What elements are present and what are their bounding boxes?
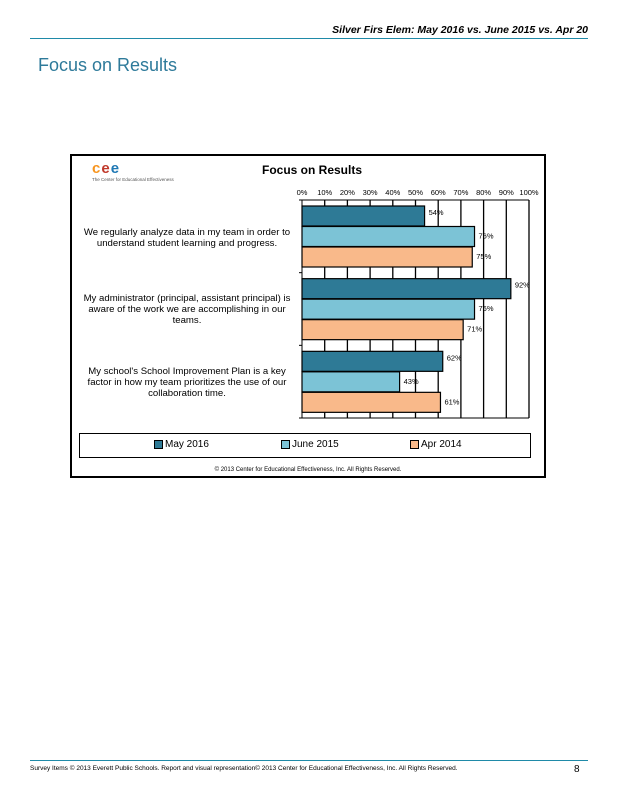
chart-copyright: © 2013 Center for Educational Effectiveness, Inc. All Rights Reserved. bbox=[214, 467, 402, 473]
x-tick-label-0: 0% bbox=[296, 188, 308, 197]
category-label-1: We regularly analyze data in my team in order to understand student learning and progress. bbox=[83, 227, 291, 249]
data-label-cat3-may-2016: 62% bbox=[446, 353, 462, 363]
x-tick-label-5: 50% bbox=[407, 188, 424, 197]
footer-text: Survey Items © 2013 Everett Public Schools. Report and visual representation© 2013 Center for Educational Effectiveness, Inc. All Rights Reserved. bbox=[30, 765, 458, 772]
x-tick-label-3: 30% bbox=[362, 188, 378, 197]
x-tick-label-2: 20% bbox=[339, 188, 355, 197]
category-label-3: My school's School Improvement Plan is a key factor in how my team prioritizes the use of our collaboration time. bbox=[87, 366, 287, 399]
bar-cat1-june-2015 bbox=[302, 227, 475, 247]
data-label-cat3-apr-2014: 61% bbox=[444, 397, 460, 407]
category-label-2: My administrator (principal, assistant principal) is aware of the work we are accomplishing in our teams. bbox=[83, 293, 291, 326]
report-header: Silver Firs Elem: May 2016 vs. June 2015 vs. Apr 20 bbox=[332, 24, 588, 36]
x-tick-label-9: 90% bbox=[498, 188, 514, 197]
x-tick-label-6: 60% bbox=[430, 188, 446, 197]
legend-item-apr-2014: Apr 2014 bbox=[410, 439, 462, 450]
data-label-cat2-june-2015: 76% bbox=[478, 304, 494, 314]
page-title: Focus on Results bbox=[38, 55, 178, 75]
bar-cat2-june-2015 bbox=[302, 299, 475, 319]
legend-swatch-may-2016 bbox=[154, 440, 163, 449]
data-label-cat3-june-2015: 43% bbox=[403, 376, 419, 386]
x-tick-label-7: 70% bbox=[453, 188, 469, 197]
bar-cat2-apr-2014 bbox=[302, 320, 463, 340]
bar-cat3-may-2016 bbox=[302, 351, 443, 371]
data-label-cat1-may-2016: 54% bbox=[428, 208, 444, 217]
data-label-cat1-apr-2014: 75% bbox=[476, 252, 492, 261]
data-label-cat1-june-2015: 76% bbox=[478, 231, 494, 241]
logo-subtitle: The Center for Educational Effectiveness bbox=[92, 177, 174, 182]
chart-title: Focus on Results bbox=[261, 163, 362, 177]
bar-cat2-may-2016 bbox=[302, 279, 511, 299]
legend-swatch-apr-2014 bbox=[410, 440, 419, 449]
bar-cat3-june-2015 bbox=[302, 372, 400, 392]
logo-letters: cee bbox=[92, 160, 121, 177]
data-label-cat2-may-2016: 92% bbox=[514, 280, 530, 290]
bar-cat3-apr-2014 bbox=[302, 392, 440, 412]
page-number: 8 bbox=[574, 764, 580, 775]
x-tick-label-10: 100% bbox=[519, 188, 539, 197]
bar-cat1-may-2016 bbox=[302, 206, 425, 226]
footer-rule bbox=[30, 760, 588, 761]
x-tick-label-4: 40% bbox=[385, 188, 401, 197]
data-label-cat2-apr-2014: 71% bbox=[467, 324, 483, 334]
legend-swatch-june-2015 bbox=[281, 440, 290, 449]
legend-item-may-2016: May 2016 bbox=[154, 439, 209, 450]
x-tick-label-1: 10% bbox=[317, 188, 333, 197]
x-tick-label-8: 80% bbox=[476, 188, 492, 197]
bar-cat1-apr-2014 bbox=[302, 247, 472, 267]
legend-item-june-2015: June 2015 bbox=[281, 439, 339, 450]
